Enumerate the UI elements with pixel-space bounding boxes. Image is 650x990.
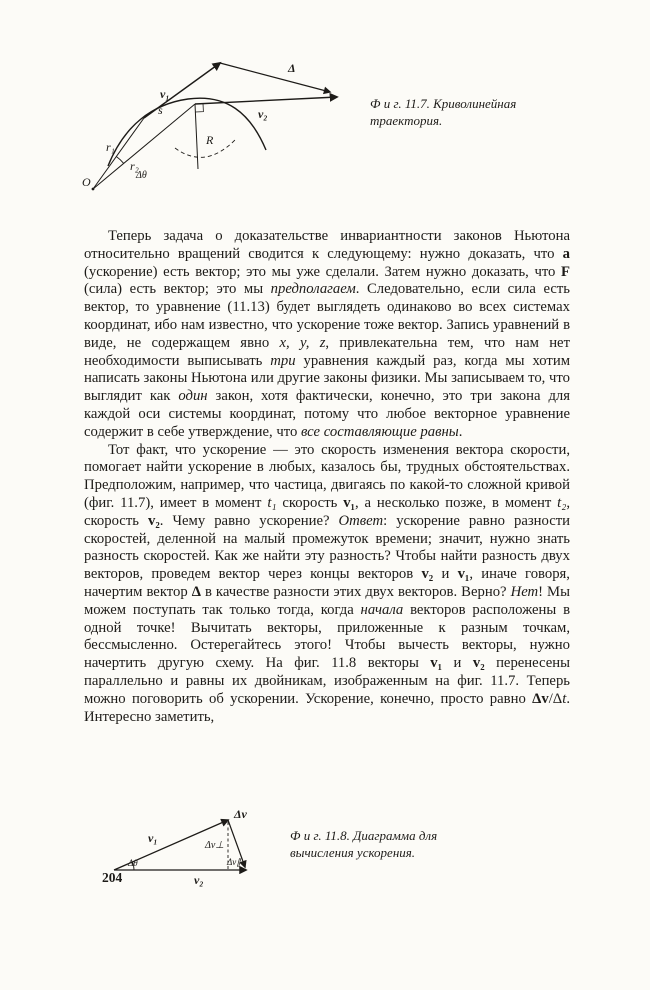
label-v1: v₁ — [148, 831, 158, 845]
label-dtheta: Δθ — [128, 858, 138, 868]
paragraph — [84, 442, 570, 727]
body-text — [84, 228, 570, 726]
page-number: 204 — [102, 870, 123, 885]
text-run: x, y, z — [279, 334, 326, 351]
text-run: Тот факт, что ускорение — это скорость изменения вектора скорости, помогает найти ускорение в любых, казалось бы, трудных обстоятельствах. Предположим, например, что частица, двигаясь по какой-то сложной кривой (фиг. 11.7), имеет в момент — [84, 441, 570, 511]
vector-v1-arrow — [144, 63, 220, 118]
text-run: Δ — [191, 583, 201, 600]
label-v2: v₂ — [194, 873, 204, 887]
text-run: Ответ — [338, 512, 384, 529]
right-angle-mark — [195, 104, 203, 112]
label-dv-par: Δv∥ — [227, 857, 241, 867]
text-run: , скорость — [84, 494, 570, 529]
text-run: Ф и г. 11.7. — [370, 96, 434, 111]
label-R: R — [206, 133, 214, 147]
text-run: Диаграмма для вычисления ускорения. — [290, 828, 438, 860]
text-run: (сила) есть вектор; это мы — [84, 281, 271, 298]
angle-arc — [116, 157, 123, 164]
text-run: . Интересно заметить, — [84, 690, 570, 725]
text-run: Ф и г. 11.8. — [290, 828, 354, 843]
text-run: и — [433, 566, 458, 583]
radius-of-curvature-line — [195, 104, 198, 169]
text-run: предполагаем — [270, 281, 356, 298]
text-run: v₁ — [430, 655, 443, 672]
text-run: (ускорение) есть вектор; это мы уже сделали. Затем нужно доказать, что — [84, 263, 562, 280]
label-dv: Δv — [234, 808, 247, 821]
text-run: . Чему равно ускорение? — [159, 512, 339, 529]
label-origin: O — [82, 175, 91, 189]
text-run: , иначе говоря, начертим вектор — [84, 566, 570, 600]
label-v2: v₂ — [258, 107, 268, 121]
text-run: t₁ — [267, 494, 277, 511]
text-run: F — [561, 263, 570, 280]
text-run: . — [458, 423, 463, 440]
label-r2: r₂ — [130, 159, 139, 173]
text-run: векторов расположены в одной точке! Вычитать векторы, приложенные к разным точкам, бессмысленно. Остерегайтесь этого! Чтобы вычесть векторы, нужно начертить другую схему. На фиг. 11.8 векторы — [84, 601, 570, 672]
figure-11-7 — [80, 48, 380, 233]
paragraph — [84, 228, 570, 442]
text-run: ! Мы можем поступать так только тогда, когда — [84, 583, 570, 618]
label-r1: r₁ — [106, 140, 115, 154]
text-run: скорость — [276, 494, 344, 511]
label-dv-perp: Δv⊥ — [204, 840, 224, 851]
text-run: Δv — [532, 690, 549, 707]
text-run: один — [178, 388, 208, 405]
text-run: /Δ — [548, 690, 563, 707]
text-run: и — [442, 655, 473, 672]
text-run: три — [270, 352, 296, 369]
label-delta: Δ — [288, 61, 296, 75]
text-run: закон, хотя фактически, конечно, это три закона для каждой оси системы координат, потому что любое векторное уравнение содержит в себе утверждение, что — [84, 388, 570, 440]
text-run: v₁ — [343, 494, 355, 511]
text-run: перенесены параллельно и равны их двойникам, изображенным на фиг. 11.7. Теперь можно поговорить об ускорении. Ускорение, конечно, просто равно — [84, 655, 570, 707]
text-run: t₂ — [557, 494, 567, 511]
text-run: v₂ — [421, 566, 434, 583]
figure-11-7-caption — [370, 95, 566, 129]
text-run: a — [562, 245, 570, 262]
text-run: v₂ — [148, 512, 160, 529]
figure-11-8 — [106, 808, 286, 888]
text-run: начала — [360, 601, 404, 618]
text-run: в качестве разности этих двух векторов. Верно? — [200, 583, 511, 600]
text-run: Нет — [510, 583, 539, 600]
label-s: s — [158, 103, 163, 117]
text-run: v₂ — [472, 655, 485, 672]
trajectory-curve — [108, 98, 266, 166]
figure-11-8-caption — [290, 827, 476, 861]
curvature-arc-dashed — [175, 140, 235, 157]
text-run: Криволинейная траектория. — [370, 96, 517, 128]
label-dtheta: Δθ — [136, 170, 147, 181]
vector-delta-arrow — [220, 63, 330, 92]
text-run: v₁ — [457, 566, 470, 583]
text-run: уравнения каждый раз, когда мы хотим написать законы Ньютона или другие законы физики. Мы записываем то, что выглядит как — [84, 352, 570, 405]
text-run: , а несколько позже, в момент — [354, 494, 558, 511]
label-v1: v₁ — [160, 87, 170, 101]
text-run: все составляющие равны — [301, 423, 459, 440]
text-run: : ускорение равно разности скоростей, деленной на малый промежуток времени; значит, нужно знать разность скоростей. Как же найти эту разность? Чтобы найти разность двух векторов, проведем вектор через концы векторов — [84, 512, 571, 583]
text-run: t — [562, 690, 567, 707]
text-run: . Следовательно, если сила есть вектор, то уравнение (11.13) будет выглядеть одинаково во всех системах координат, ибо нам известно, что ускорение тоже вектор. Запись уравнений в виде, не содержащем явно — [84, 281, 570, 351]
text-run: Теперь задача о доказательстве инвариантности законов Ньютона относительно вращений сводится к следующему: нужно доказать, что — [84, 228, 570, 262]
text-run: , привлекательна тем, что нам нет необходимости выписывать — [84, 334, 570, 369]
